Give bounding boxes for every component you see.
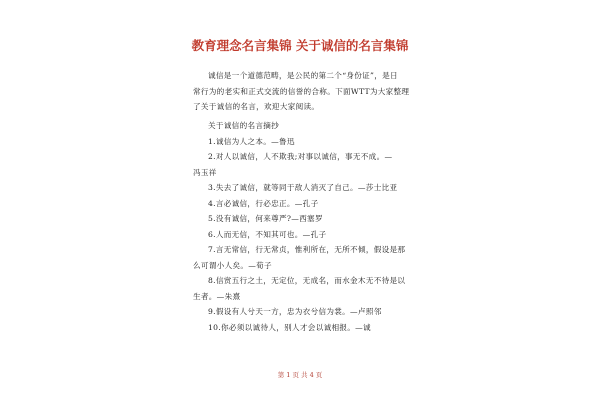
quote-item: 5.没有诚信，何来尊严?—西塞罗 [208,214,323,223]
quote-item: 3.失去了诚信，就等同于敌人消灭了自己。—莎士比亚 [208,183,398,192]
quote-item-continuation: 冯玉祥 [193,167,217,177]
quote-item: 7.言无常信，行无常贞，惟利所在，无所不倾，假设是那 [208,245,406,254]
intro-line: 了关于诚信的名言，欢迎大家阅读。 [193,102,320,111]
intro-line: 诚信是一个道德范畴，是公民的第二个“身份证”，是日 [208,71,398,80]
quote-item: 8.信赏五行之土，无定位，无成名，而水金木无不待是以 [208,276,406,285]
intro-line: 常行为的老实和正式交流的信誉的合称。下面WTT为大家整理 [193,86,410,96]
quote-item: 2.对人以诚信，人不欺我;对事以诚信，事无不成。— [208,152,393,161]
section-heading: 关于诚信的名言摘抄 [208,121,280,130]
quote-item: 9.假设有人兮天一方，忠为衣兮信为裳。—卢照邻 [208,307,382,316]
quote-item: 1.诚信为人之本。—鲁迅 [208,136,295,146]
quote-item: 10.你必须以诚待人，别人才会以诚相报。—诚 [208,322,371,332]
page-number: 第 1 页 共 4 页 [277,371,323,379]
quote-item-continuation: 么可谓小人矣。—荀子 [193,260,272,270]
quote-item: 4.言必诚信，行必忠正。—孔子 [208,198,319,208]
quote-list [193,118,418,335]
quote-item-continuation: 生者。—朱熹 [193,291,241,301]
intro-paragraph [193,68,418,115]
quote-item: 6.人而无信，不知其可也。—孔子 [208,229,327,239]
document-title: 教育理念名言集锦 关于诚信的名言集锦 [191,38,409,53]
